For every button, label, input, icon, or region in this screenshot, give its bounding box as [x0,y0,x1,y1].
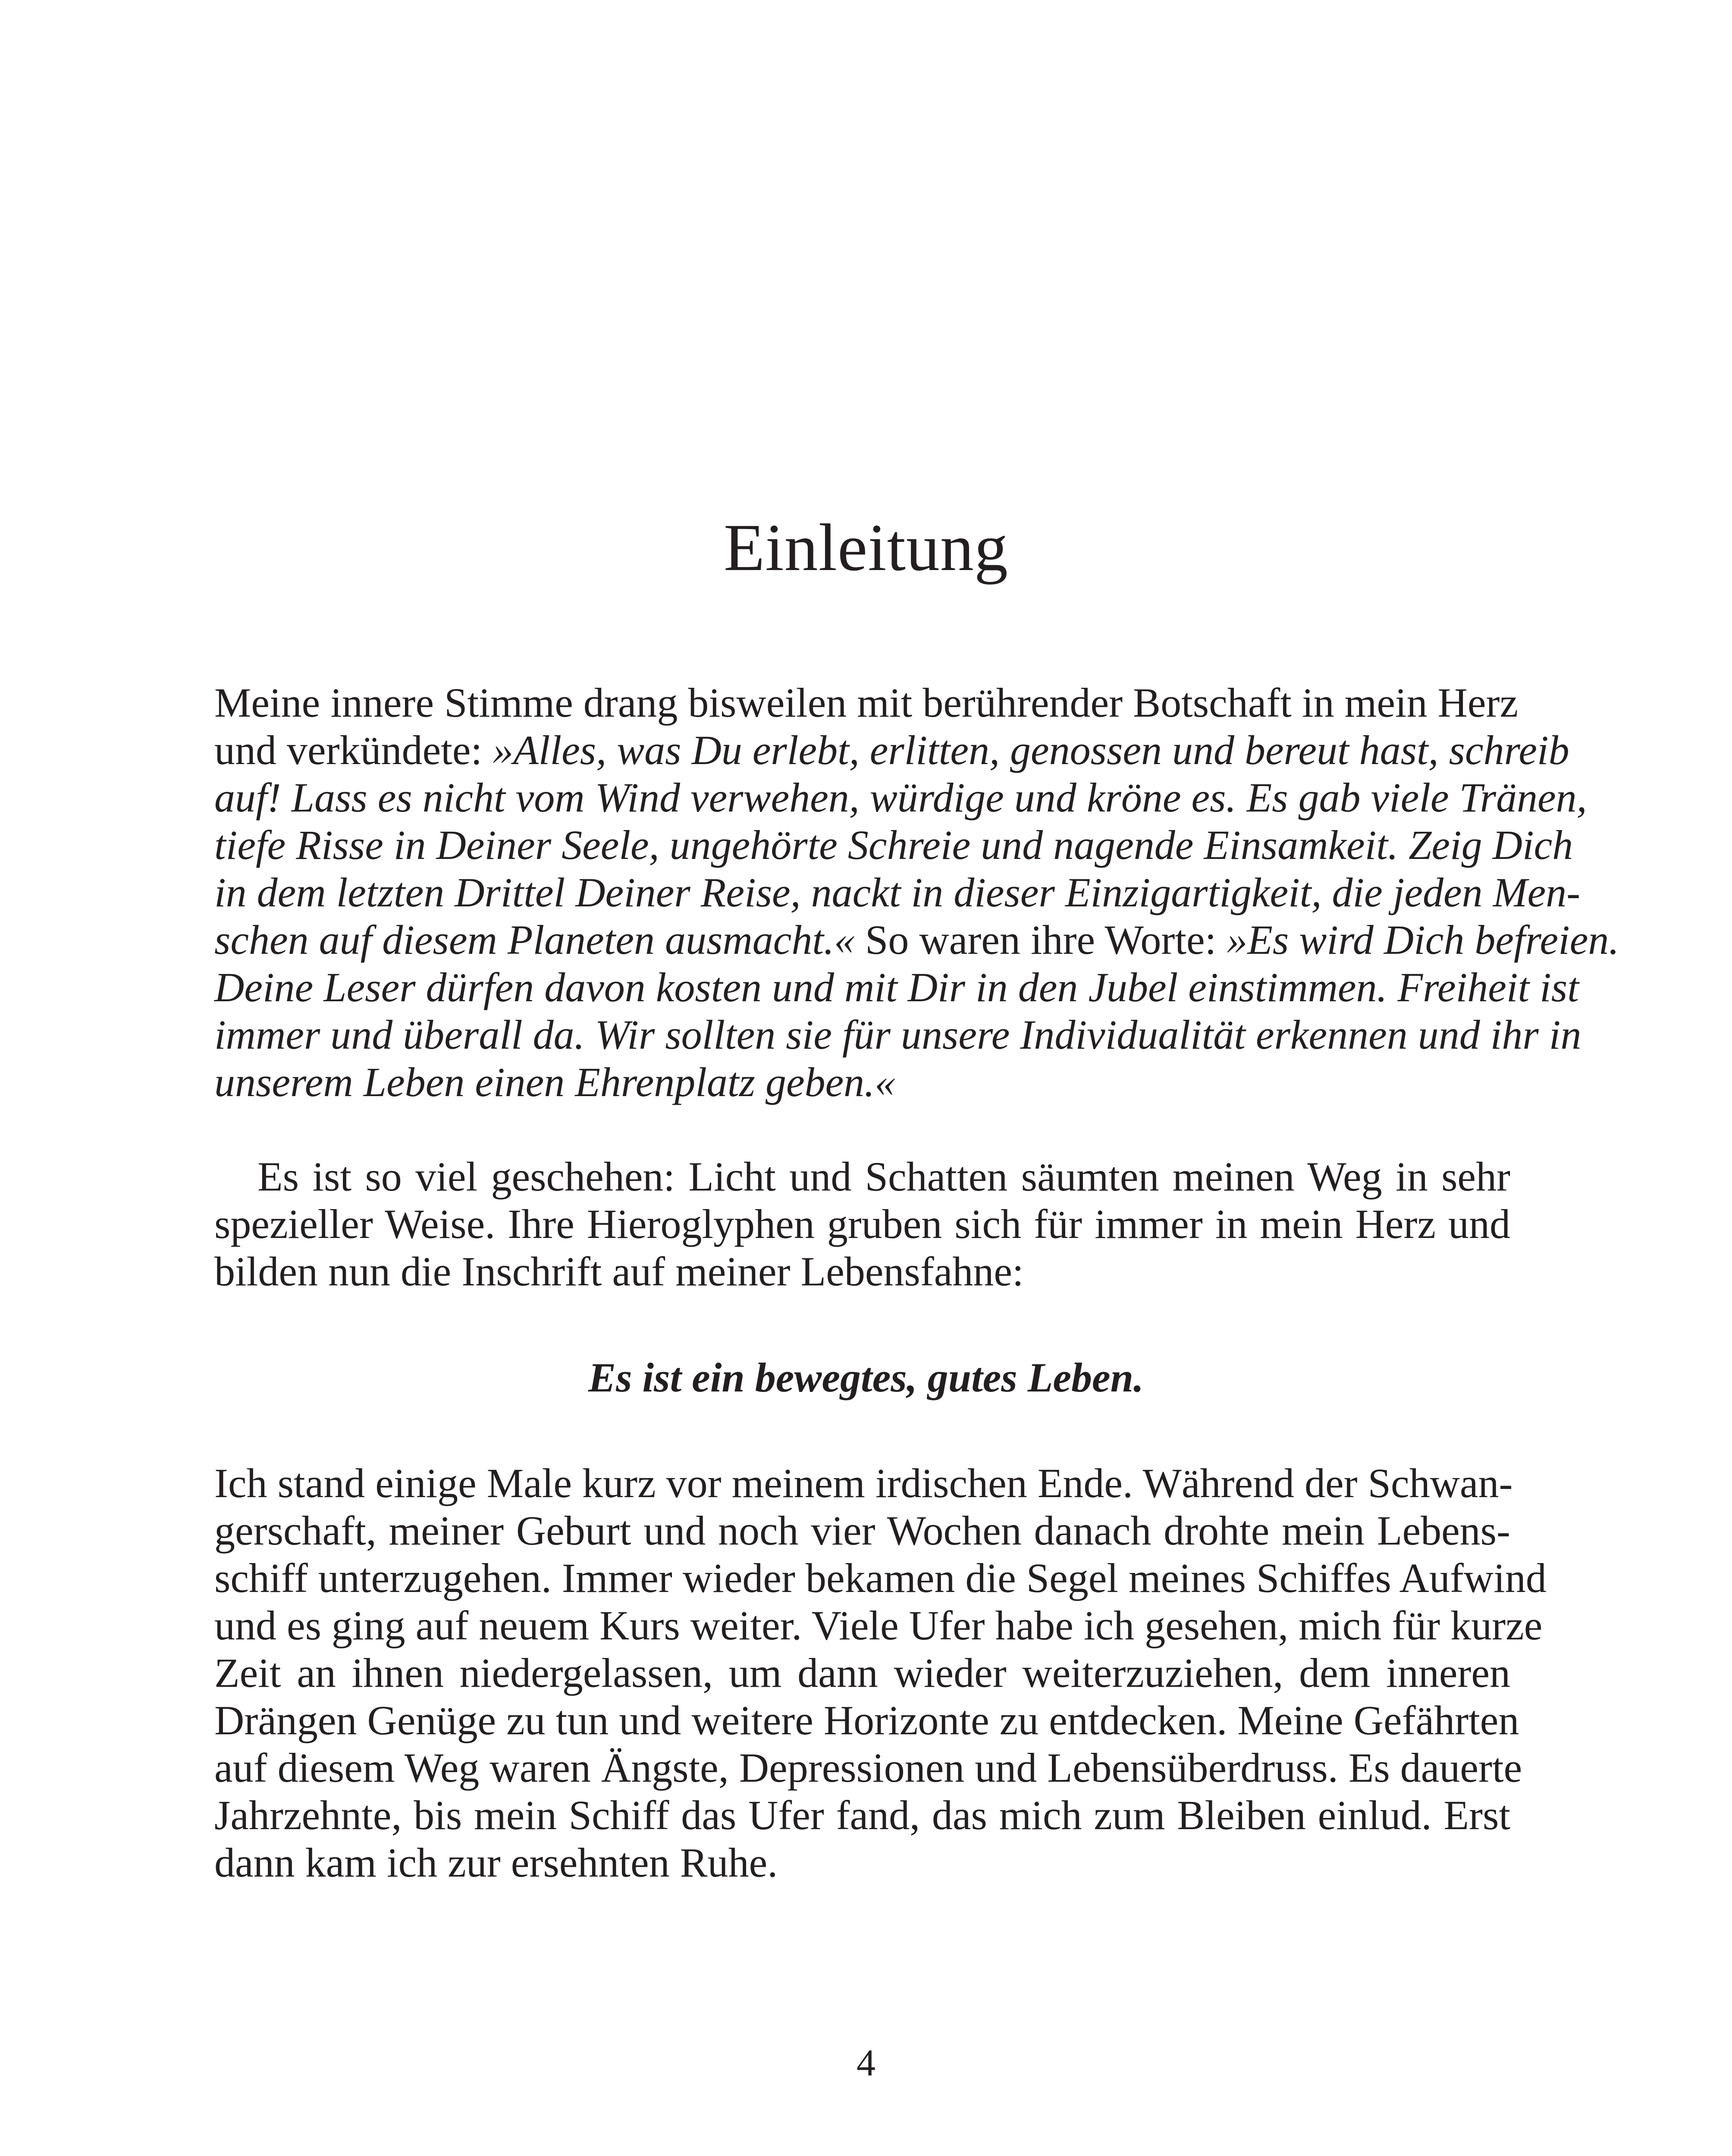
page-number: 4 [857,2042,875,2084]
text-line: Zeit an ihnen niedergelassen, um dann wieder weiterzuziehen, dem inneren [214,1650,1510,1696]
chapter-title: Einleitung [724,510,1008,585]
text-line: bilden nun die Inschrift auf meiner Lebensfahne: [214,1248,1024,1294]
text-line: dann kam ich zur ersehnten Ruhe. [214,1839,778,1886]
text-line: Ich stand einige Male kurz vor meinem irdischen Ende. Während der Schwan- [214,1460,1513,1506]
text-line: Meine innere Stimme drang bisweilen mit berührender Botschaft in mein Herz [214,680,1519,726]
text-line: Deine Leser dürfen davon kosten und mit Dir in den Jubel einstimmen. Freiheit ist [214,964,1579,1010]
text-line: schiff unterzugehen. Immer wieder bekamen die Segel meines Schiffes Aufwind [214,1555,1547,1601]
text-line: Es ist so viel geschehen: Licht und Schatten säumten meinen Weg in sehr [257,1153,1510,1200]
paragraph-events [214,1153,1510,1295]
text-line: Jahrzehnte, bis mein Schiff das Ufer fand, das mich zum Bleiben einlud. Erst [214,1792,1510,1838]
text-line: und verkündete: »Alles, was Du erlebt, erlitten, genossen und bereut hast, schreib [214,727,1569,773]
text-line: tiefe Risse in Deiner Seele, ungehörte Schreie und nagende Einsamkeit. Zeig Dich [214,822,1573,868]
paragraph-journey [214,1460,1547,1887]
text-line: spezieller Weise. Ihre Hieroglyphen gruben sich für immer in mein Herz und [214,1201,1510,1247]
paragraph-intro [214,679,1619,1106]
text-line: auf! Lass es nicht vom Wind verwehen, würdige und kröne es. Es gab viele Tränen, [214,774,1587,821]
text-line: schen auf diesem Planeten ausmacht.« So waren ihre Worte: »Es wird Dich befreien. [214,917,1619,963]
text-line: auf diesem Weg waren Ängste, Depressionen und Lebensüberdruss. Es dauerte [214,1745,1522,1791]
text-line: unserem Leben einen Ehrenplatz geben.« [214,1059,896,1105]
motto: Es ist ein bewegtes, gutes Leben. [588,1354,1144,1401]
text-line: und es ging auf neuem Kurs weiter. Viele Ufer habe ich gesehen, mich für kurze [214,1602,1543,1648]
text-line: gerschaft, meiner Geburt und noch vier Wochen danach drohte mein Lebens- [214,1507,1510,1554]
text-line: in dem letzten Drittel Deiner Reise, nackt in dieser Einzigartigkeit, die jeden Men- [214,869,1581,915]
text-line: immer und überall da. Wir sollten sie für unsere Individualität erkennen und ihr in [214,1012,1581,1058]
text-line: Drängen Genüge zu tun und weitere Horizonte zu entdecken. Meine Gefährten [214,1697,1519,1743]
